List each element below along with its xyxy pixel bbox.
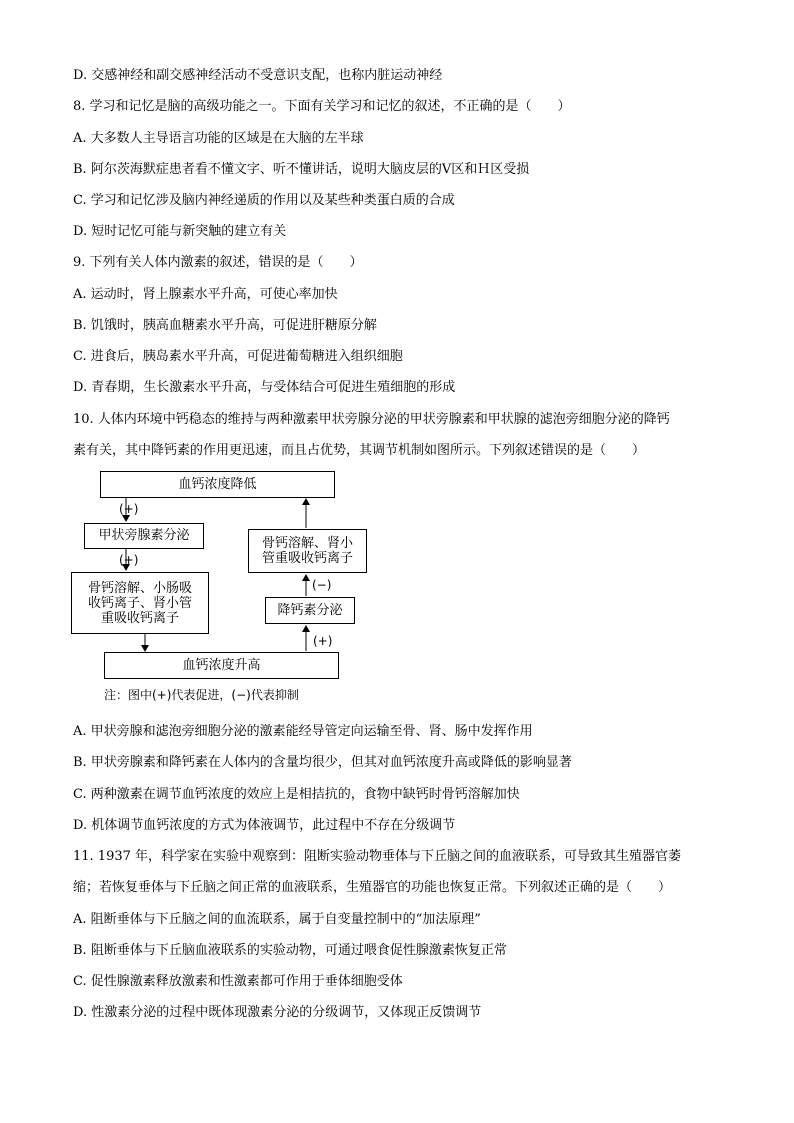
box-pth-secretion [84,523,204,549]
box-left-effect-line3: 重吸收钙离子 [100,610,179,626]
box-calcium-high-label: 血钙浓度升高 [182,657,261,673]
option-11d: D. 性激素分泌的过程中既体现激素分泌的分级调节，又体现正反馈调节 [73,1005,482,1020]
option-9a: A. 运动时，肾上腺素水平升高，可使心率加快 [73,287,338,302]
option-9b: B. 饥饿时，胰高血糖素水平升高，可促进肝糖原分解 [73,318,377,333]
option-10b: B. 甲状旁腺素和降钙素在人体内的含量均很少，但其对血钙浓度升高或降低的影响显著 [73,755,572,770]
box-right-effect-line1: 骨钙溶解、肾小 [261,536,353,551]
box-right-effect [248,529,367,573]
option-10c: C. 两种激素在调节血钙浓度的效应上是相拮抗的，食物中缺钙时骨钙溶解加快 [73,787,520,802]
option-9c: C. 进食后，胰岛素水平升高，可促进葡萄糖进入组织细胞 [73,349,403,364]
option-7d: D. 交感神经和副交感神经活动不受意识支配，也称内脏运动神经 [73,68,443,83]
box-calcitonin-label: 降钙素分泌 [277,602,343,618]
box-calcium-low-label: 血钙浓度降低 [178,476,257,492]
box-right-effect-line2: 管重吸收钙离子 [261,551,353,566]
box-left-effect-line2: 收钙离子、肾小管 [87,595,192,611]
option-8c: C. 学习和记忆涉及脑内神经递质的作用以及某些种类蛋白质的合成 [73,193,455,208]
question-9: 9. 下列有关人体内激素的叙述，错误的是（ ） [73,255,363,270]
sign-minus: (−) [312,578,332,592]
box-calcium-low [100,471,335,498]
box-calcium-high [104,652,339,679]
box-left-effect [71,572,209,634]
box-pth-label: 甲状旁腺素分泌 [98,528,190,543]
question-10-line2: 素有关，其中降钙素的作用更迅速，而且占优势，其调节机制如图所示。下列叙述错误的是（ ） [73,443,646,458]
option-11c: C. 促性腺激素释放激素和性激素都可作用于垂体细胞受体 [73,974,403,989]
question-11-line2: 缩；若恢复垂体与下丘脑之间正常的血液联系，生殖器官的功能也恢复正常。下列叙述正确的是（ ） [73,880,672,895]
option-11a: A. 阻断垂体与下丘脑之间的血流联系，属于自变量控制中的“加法原理” [73,912,481,927]
option-8d: D. 短时记忆可能与新突触的建立有关 [73,224,287,239]
option-11b: B. 阻断垂体与下丘脑血液联系的实验动物，可通过喂食促性腺激素恢复正常 [73,943,507,958]
question-10-line1: 10. 人体内环境中钙稳态的维持与两种激素甲状旁腺分泌的甲状旁腺素和甲状腺的滤泡旁细胞分泌的降钙 [73,412,670,427]
option-8b: B. 阿尔茨海默症患者看不懂文字、听不懂讲话，说明大脑皮层的Ⅴ区和Ｈ区受损 [73,162,530,177]
sign-plus-1: (+) [119,502,139,516]
sign-plus-2: (+) [119,553,139,567]
question-11-line1: 11. 1937 年，科学家在实验中观察到：阻断实验动物垂体与下丘脑之间的血液联系，可导致其生殖器官萎 [73,849,682,864]
box-left-effect-line1: 骨钙溶解、小肠吸 [87,580,192,596]
question-8: 8. 学习和记忆是脑的高级功能之一。下面有关学习和记忆的叙述，不正确的是（ ） [73,99,571,114]
option-9d: D. 青春期，生长激素水平升高，与受体结合可促进生殖细胞的形成 [73,380,456,395]
sign-plus-3: (+) [313,634,333,648]
option-10a: A. 甲状旁腺和滤泡旁细胞分泌的激素能经导管定向运输至骨、肾、肠中发挥作用 [73,724,533,739]
box-calcitonin-secretion [265,597,355,624]
option-8a: A. 大多数人主导语言功能的区域是在大脑的左半球 [73,131,364,146]
diagram-note: 注：图中(+)代表促进，(−)代表抑制 [104,688,299,702]
option-10d: D. 机体调节血钙浓度的方式为体液调节，此过程中不存在分级调节 [73,818,456,833]
